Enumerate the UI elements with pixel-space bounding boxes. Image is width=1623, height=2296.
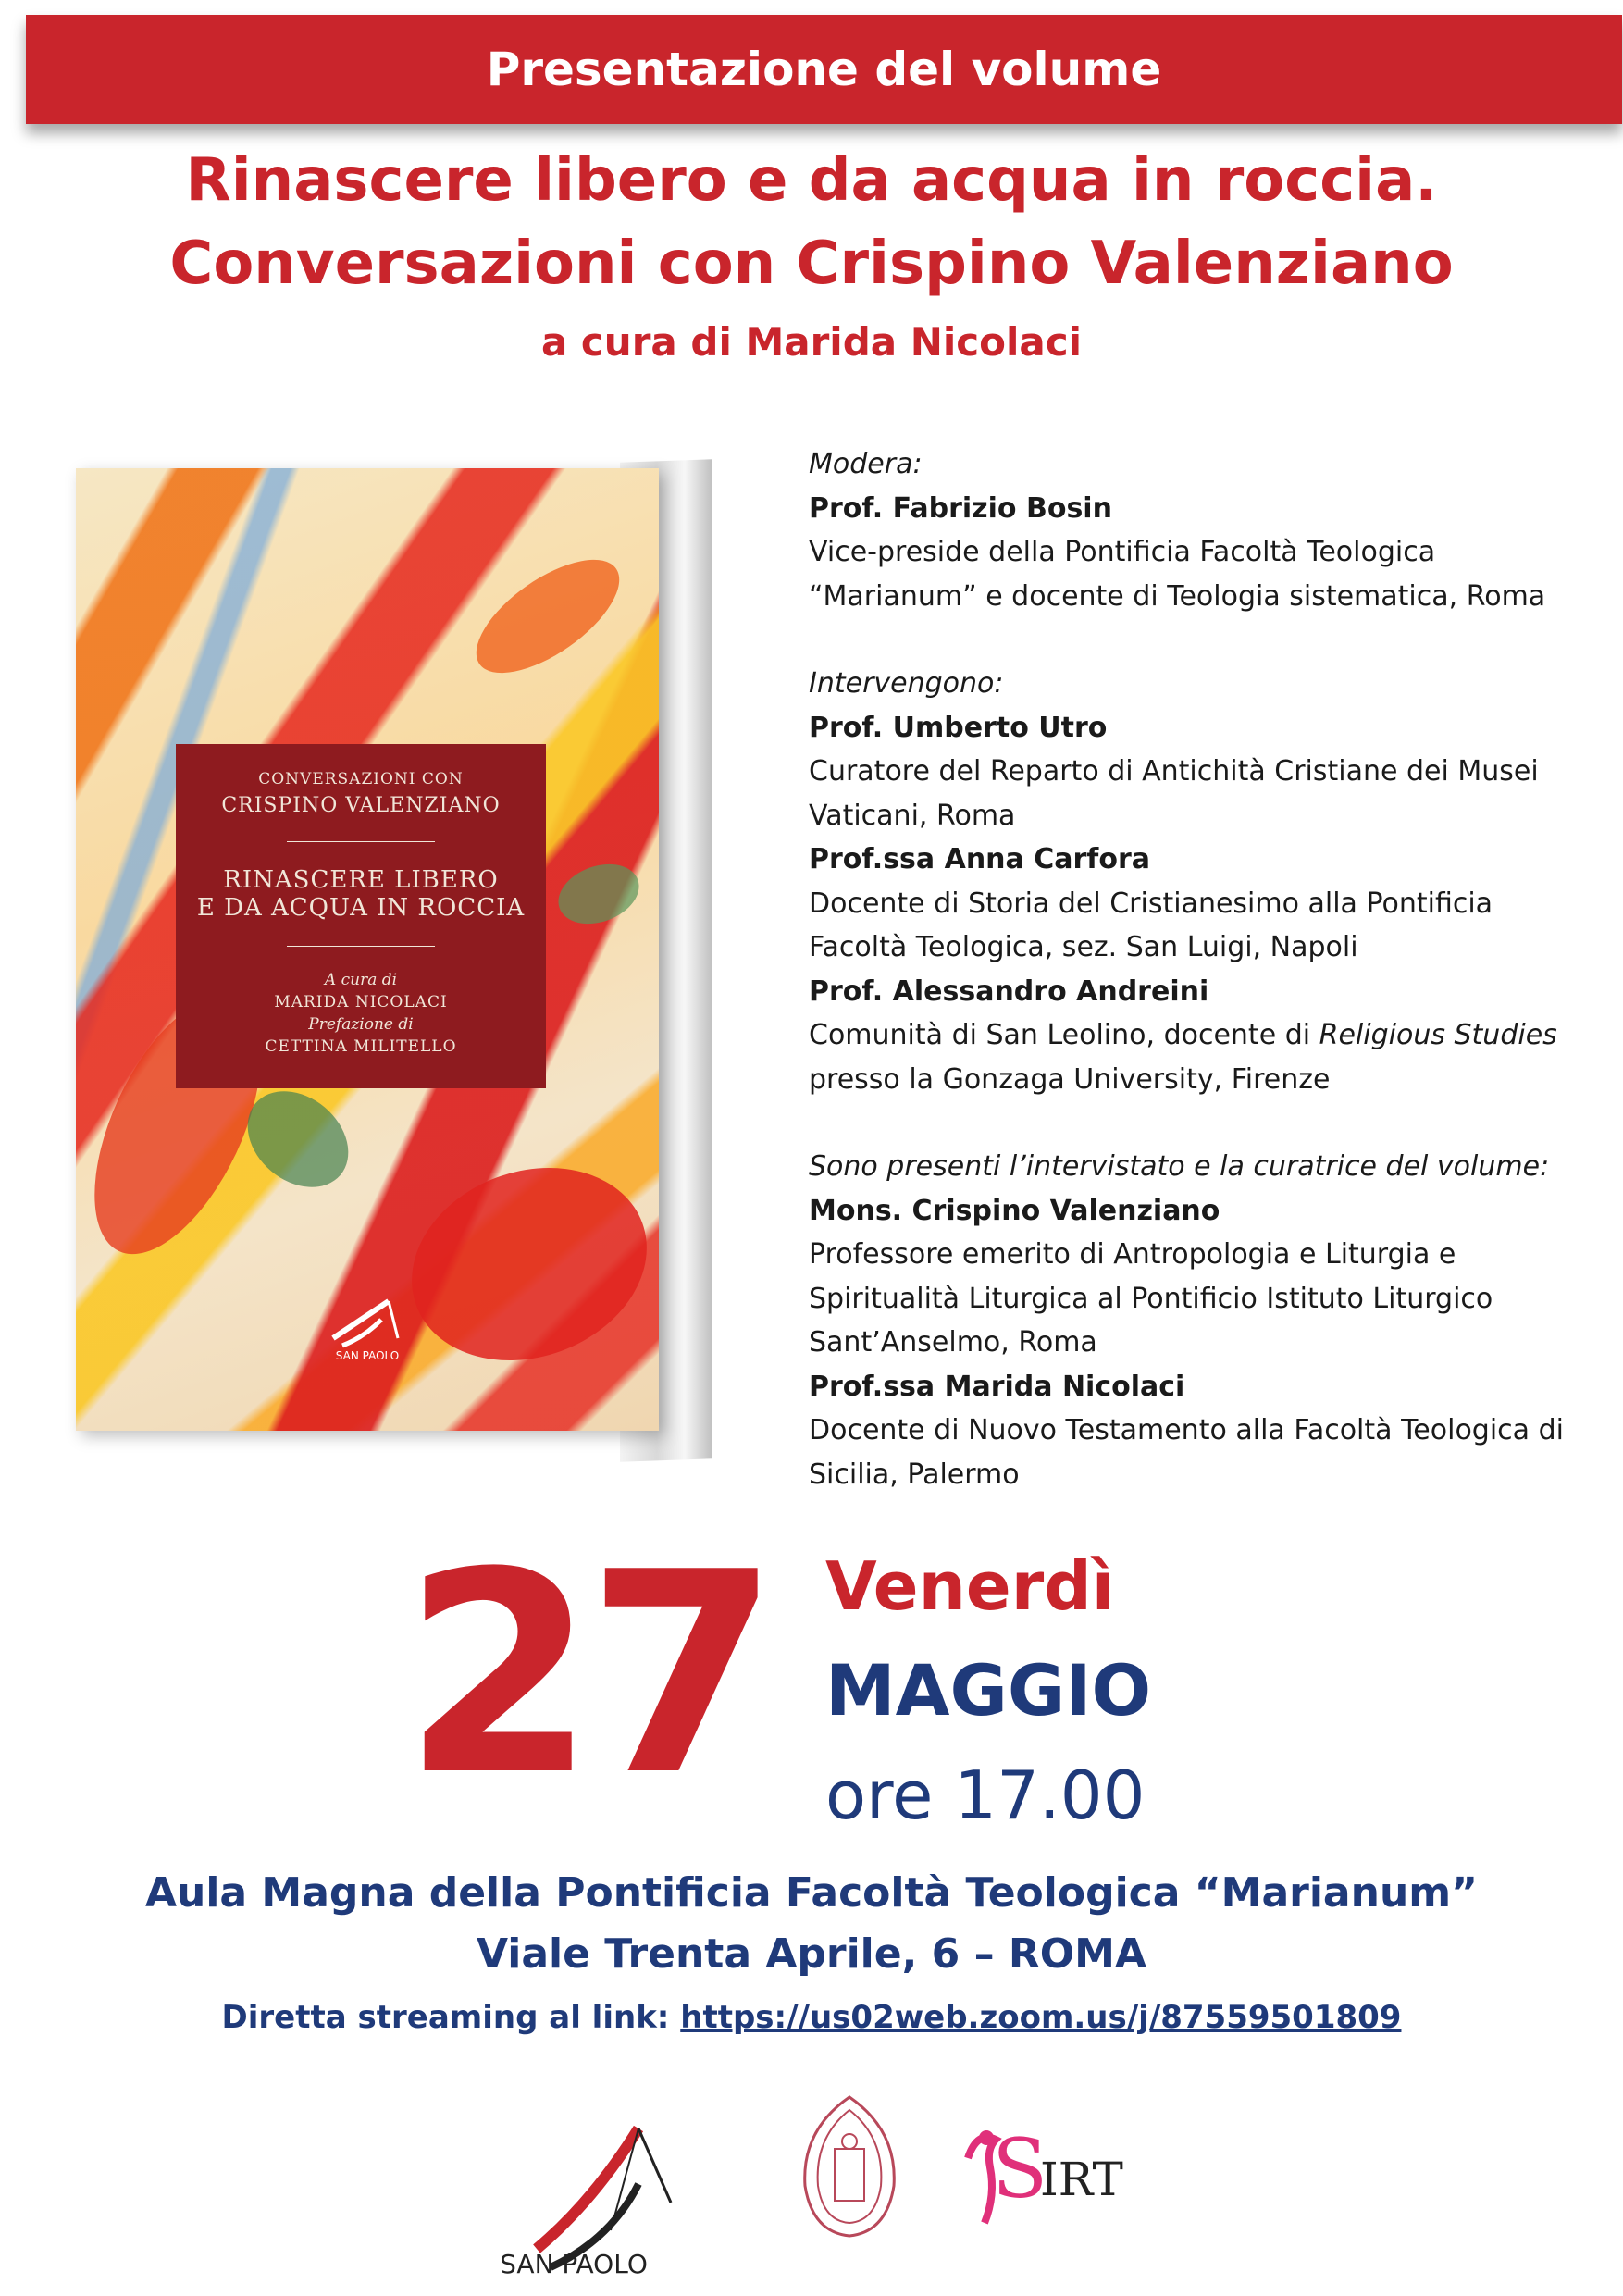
- event-day-number: 27: [403, 1513, 771, 1836]
- cover-series-name: CRISPINO VALENZIANO: [221, 794, 501, 817]
- speaker-name: Prof.ssa Anna Carfora: [809, 843, 1150, 875]
- speaker-role: Docente di Storia del Cristianesimo alla Pontificia: [809, 887, 1493, 920]
- book-title-line-1: Rinascere libero e da acqua in roccia.: [185, 146, 1438, 215]
- moderator-name: Prof. Fabrizio Bosin: [809, 491, 1112, 525]
- stream-link[interactable]: https://us02web.zoom.us/j/87559501809: [680, 1999, 1402, 2036]
- guest-name: Mons. Crispino Valenziano: [809, 1194, 1220, 1227]
- speaker-name: Prof. Alessandro Andreini: [809, 974, 1209, 1008]
- marianum-seal-icon: [798, 2093, 901, 2240]
- stream-label: Diretta streaming al link:: [221, 1999, 670, 2036]
- cover-preface-label: Prefazione di: [308, 1015, 414, 1034]
- speakers-label: Intervengono:: [809, 667, 1004, 700]
- paint-blob: [458, 539, 637, 695]
- speaker-role: Curatore del Reparto di Antichità Cristiane dei Musei: [809, 755, 1539, 788]
- speakers-list: [809, 442, 1604, 1496]
- sirt-logo-text: IRT: [1040, 2153, 1123, 2206]
- present-label: Sono presenti l’intervistato e la curatrice del volume:: [809, 1150, 1550, 1183]
- streaming-info: [0, 1999, 1623, 2036]
- sirt-logo-s: S: [992, 2121, 1048, 2216]
- book-cover: [76, 468, 659, 1431]
- banner-text: Presentazione del volume: [486, 43, 1162, 96]
- venue-line-2: Viale Trenta Aprile, 6 – ROMA: [476, 1930, 1147, 1978]
- moderator-label: Modera:: [809, 448, 923, 480]
- speaker-role-text: Comunità di San Leolino, docente di: [809, 1019, 1319, 1051]
- event-weekday: Venerdì: [825, 1547, 1115, 1625]
- speaker-role: Facoltà Teologica, sez. San Luigi, Napoli: [809, 931, 1358, 963]
- cover-series-small: CONVERSAZIONI CON: [258, 770, 464, 788]
- moderator-role: Vice-preside della Pontificia Facoltà Teologica: [809, 536, 1436, 568]
- book-editor: a cura di Marida Nicolaci: [540, 319, 1083, 365]
- venue-line-1: Aula Magna della Pontificia Facoltà Teologica “Marianum”: [144, 1869, 1479, 1917]
- cover-title-line-2: E DA ACQUA IN ROCCIA: [196, 894, 526, 922]
- cover-rule: [287, 946, 435, 947]
- cover-preface-name: CETTINA MILITELLO: [265, 1037, 457, 1056]
- cover-title-panel: [176, 744, 546, 1088]
- paint-blob: [550, 853, 647, 934]
- speaker-role-italic: Religious Studies: [1319, 1019, 1557, 1051]
- guest-name: Prof.ssa Marida Nicolaci: [809, 1370, 1185, 1403]
- sanpaolo-logo-text: SAN PAOLO: [500, 2249, 648, 2279]
- cover-publisher: SAN PAOLO: [335, 1349, 400, 1362]
- cover-rule: [287, 841, 435, 842]
- guest-role: Spiritualità Liturgica al Pontificio Istituto Liturgico: [809, 1282, 1493, 1315]
- speaker-name: Prof. Umberto Utro: [809, 711, 1108, 744]
- top-banner: [26, 15, 1622, 124]
- cover-curator-name: MARIDA NICOLACI: [274, 993, 448, 1011]
- guest-role: Professore emerito di Antropologia e Liturgia e: [809, 1238, 1456, 1271]
- sanpaolo-cover-logo-icon: [324, 1292, 407, 1357]
- guest-role: Docente di Nuovo Testamento alla Facoltà Teologica di: [809, 1414, 1564, 1446]
- book-cover-image: [76, 442, 748, 1481]
- moderator-role: “Marianum” e docente di Teologia sistematica, Roma: [809, 579, 1546, 613]
- book-title-line-2: Conversazioni con Crispino Valenziano: [169, 230, 1454, 298]
- speaker-role: [809, 1013, 1604, 1058]
- cover-curator-label: A cura di: [324, 971, 398, 989]
- speaker-role: Vaticani, Roma: [809, 799, 1016, 832]
- guest-role: Sicilia, Palermo: [809, 1458, 1020, 1491]
- event-time: ore 17.00: [825, 1756, 1146, 1834]
- cover-title-line-1: RINASCERE LIBERO: [223, 866, 499, 894]
- speaker-role: presso la Gonzaga University, Firenze: [809, 1062, 1331, 1096]
- guest-role: Sant’Anselmo, Roma: [809, 1326, 1097, 1359]
- event-month: MAGGIO: [825, 1649, 1152, 1731]
